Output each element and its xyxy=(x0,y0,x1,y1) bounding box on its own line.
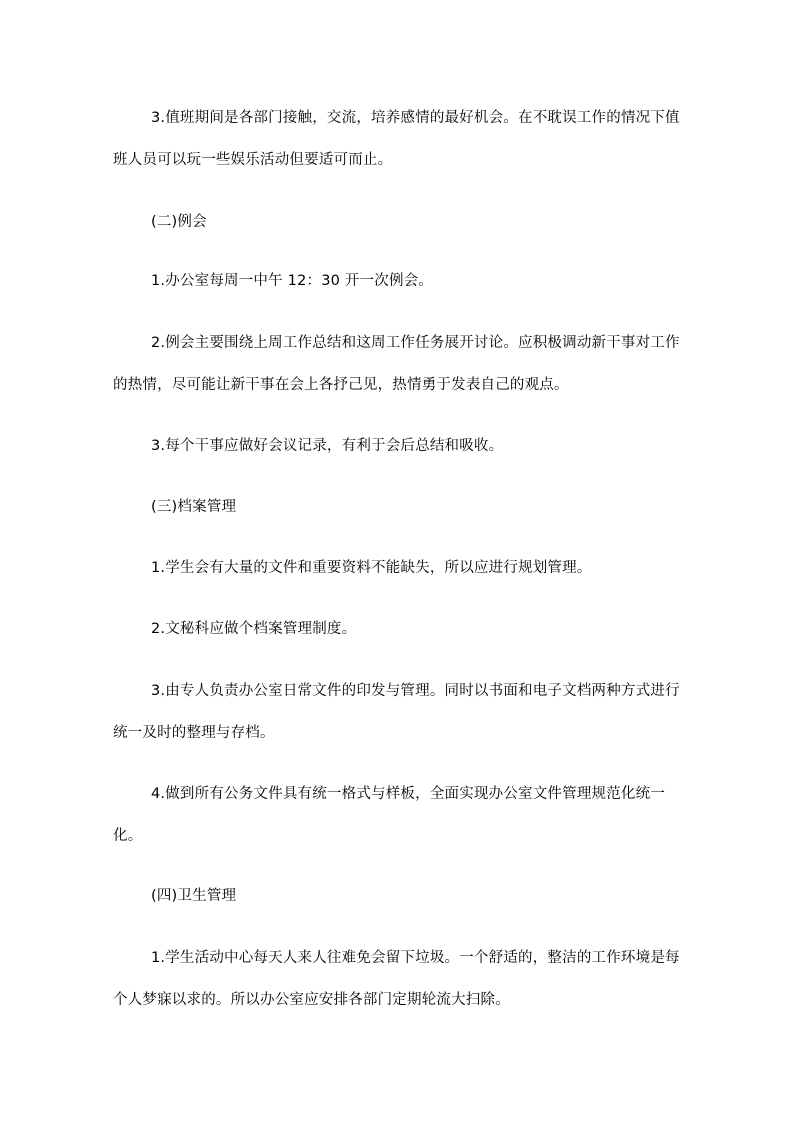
paragraph-cleaning-schedule: 1.学生活动中心每天人来人往难免会留下垃圾。一个舒适的，整洁的工作环境是每个人梦寐以求的。所以办公室应安排各部门定期轮流大扫除。 xyxy=(113,950,680,1008)
paragraph-duty-activities: 3.值班期间是各部门接触，交流，培养感情的最好机会。在不耽误工作的情况下值班人员可以玩一些娱乐活动但要适可而止。 xyxy=(113,110,680,168)
paragraph-meeting-records: 3.每个干事应做好会议记录，有利于会后总结和吸收。 xyxy=(151,438,504,454)
paragraph-weekly-meeting-time: 1.办公室每周一中午 12：30 开一次例会。 xyxy=(151,273,434,289)
section-heading-archives: (三)档案管理 xyxy=(151,499,237,515)
paragraph-archive-system: 2.文秘科应做个档案管理制度。 xyxy=(151,621,357,637)
section-heading-hygiene: (四)卫生管理 xyxy=(151,888,237,904)
section-heading-meetings: (二)例会 xyxy=(151,214,207,230)
paragraph-archive-planning: 1.学生会有大量的文件和重要资料不能缺失，所以应进行规划管理。 xyxy=(151,560,592,576)
paragraph-meeting-content: 2.例会主要围绕上周工作总结和这周工作任务展开讨论。应积极调动新干事对工作的热情，尽可能让新干事在会上各抒己见，热情勇于发表自己的观点。 xyxy=(113,335,680,393)
paragraph-document-handling: 3.由专人负责办公室日常文件的印发与管理。同时以书面和电子文档两种方式进行统一及时的整理与存档。 xyxy=(113,683,680,741)
paragraph-document-standards: 4.做到所有公务文件具有统一格式与样板，全面实现办公室文件管理规范化统一化。 xyxy=(113,786,666,844)
